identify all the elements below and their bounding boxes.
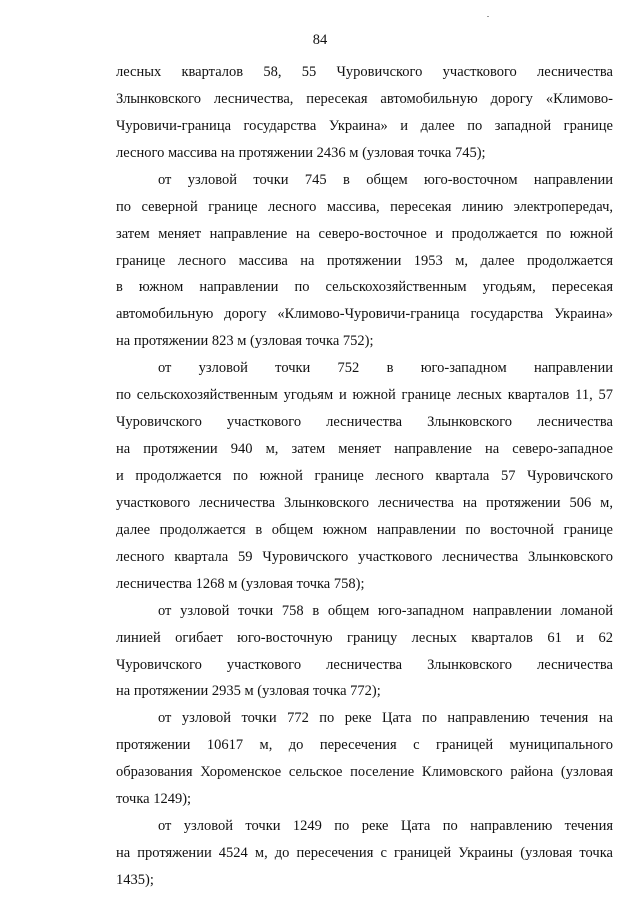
scan-speck (487, 16, 489, 17)
paragraph-first-line: от узловой точки 752 в юго-западном направлении (158, 360, 613, 376)
text-line: на протяжении 940 м, затем меняет направление на северо-западное (116, 441, 613, 457)
text-line: Чуровичского участкового лесничества Злынковского лесничества (116, 657, 613, 673)
text-line: и продолжается по южной границе лесного квартала 57 Чуровичского (116, 468, 613, 484)
paragraph-first-line: от узловой точки 758 в общем юго-западном направлении ломаной (158, 603, 613, 619)
text-line: затем меняет направление на северо-восточное и продолжается по южной (116, 226, 613, 242)
paragraph-first-line: от узловой точки 745 в общем юго-восточном направлении (158, 172, 613, 188)
text-line: 1435); (116, 872, 154, 888)
text-line: участкового лесничества Злынковского лесничества на протяжении 506 м, (116, 495, 613, 511)
text-line: образования Хороменское сельское поселение Климовского района (узловая (116, 764, 613, 780)
text-line: Чуровичского участкового лесничества Злынковского лесничества (116, 414, 613, 430)
text-line: лесных кварталов 58, 55 Чуровичского участкового лесничества (116, 64, 613, 80)
text-line: границе лесного массива на протяжении 1953 м, далее продолжается (116, 253, 613, 269)
paragraph-first-line: от узловой точки 772 по реке Цата по направлению течения на (158, 710, 613, 726)
text-line: Злынковского лесничества, пересекая автомобильную дорогу «Климово- (116, 91, 613, 107)
text-line: автомобильную дорогу «Климово-Чуровичи-граница государства Украина» (116, 306, 613, 322)
text-line: лесного квартала 59 Чуровичского участкового лесничества Злынковского (116, 549, 613, 565)
text-line: линией огибает юго-восточную границу лесных кварталов 61 и 62 (116, 630, 613, 646)
text-line: на протяжении 4524 м, до пересечения с границей Украины (узловая точка (116, 845, 613, 861)
text-line: лесничества 1268 м (узловая точка 758); (116, 576, 365, 592)
text-line: протяжении 10617 м, до пересечения с границей муниципального (116, 737, 613, 753)
text-line: Чуровичи-граница государства Украина» и далее по западной границе (116, 118, 613, 134)
text-line: лесного массива на протяжении 2436 м (узловая точка 745); (116, 145, 486, 161)
text-line: по северной границе лесного массива, пересекая линию электропередач, (116, 199, 613, 215)
paragraph-first-line: от узловой точки 1249 по реке Цата по направлению течения (158, 818, 613, 834)
text-line: по сельскохозяйственным угодьям и южной границе лесных кварталов 11, 57 (116, 387, 613, 403)
text-line: на протяжении 823 м (узловая точка 752); (116, 333, 374, 349)
text-line: далее продолжается в общем южном направлении по восточной границе (116, 522, 613, 538)
text-line: на протяжении 2935 м (узловая точка 772); (116, 683, 381, 699)
text-line: в южном направлении по сельскохозяйственным угодьям, пересекая (116, 279, 613, 295)
text-line: точка 1249); (116, 791, 192, 807)
page-number: 84 (312, 32, 328, 48)
